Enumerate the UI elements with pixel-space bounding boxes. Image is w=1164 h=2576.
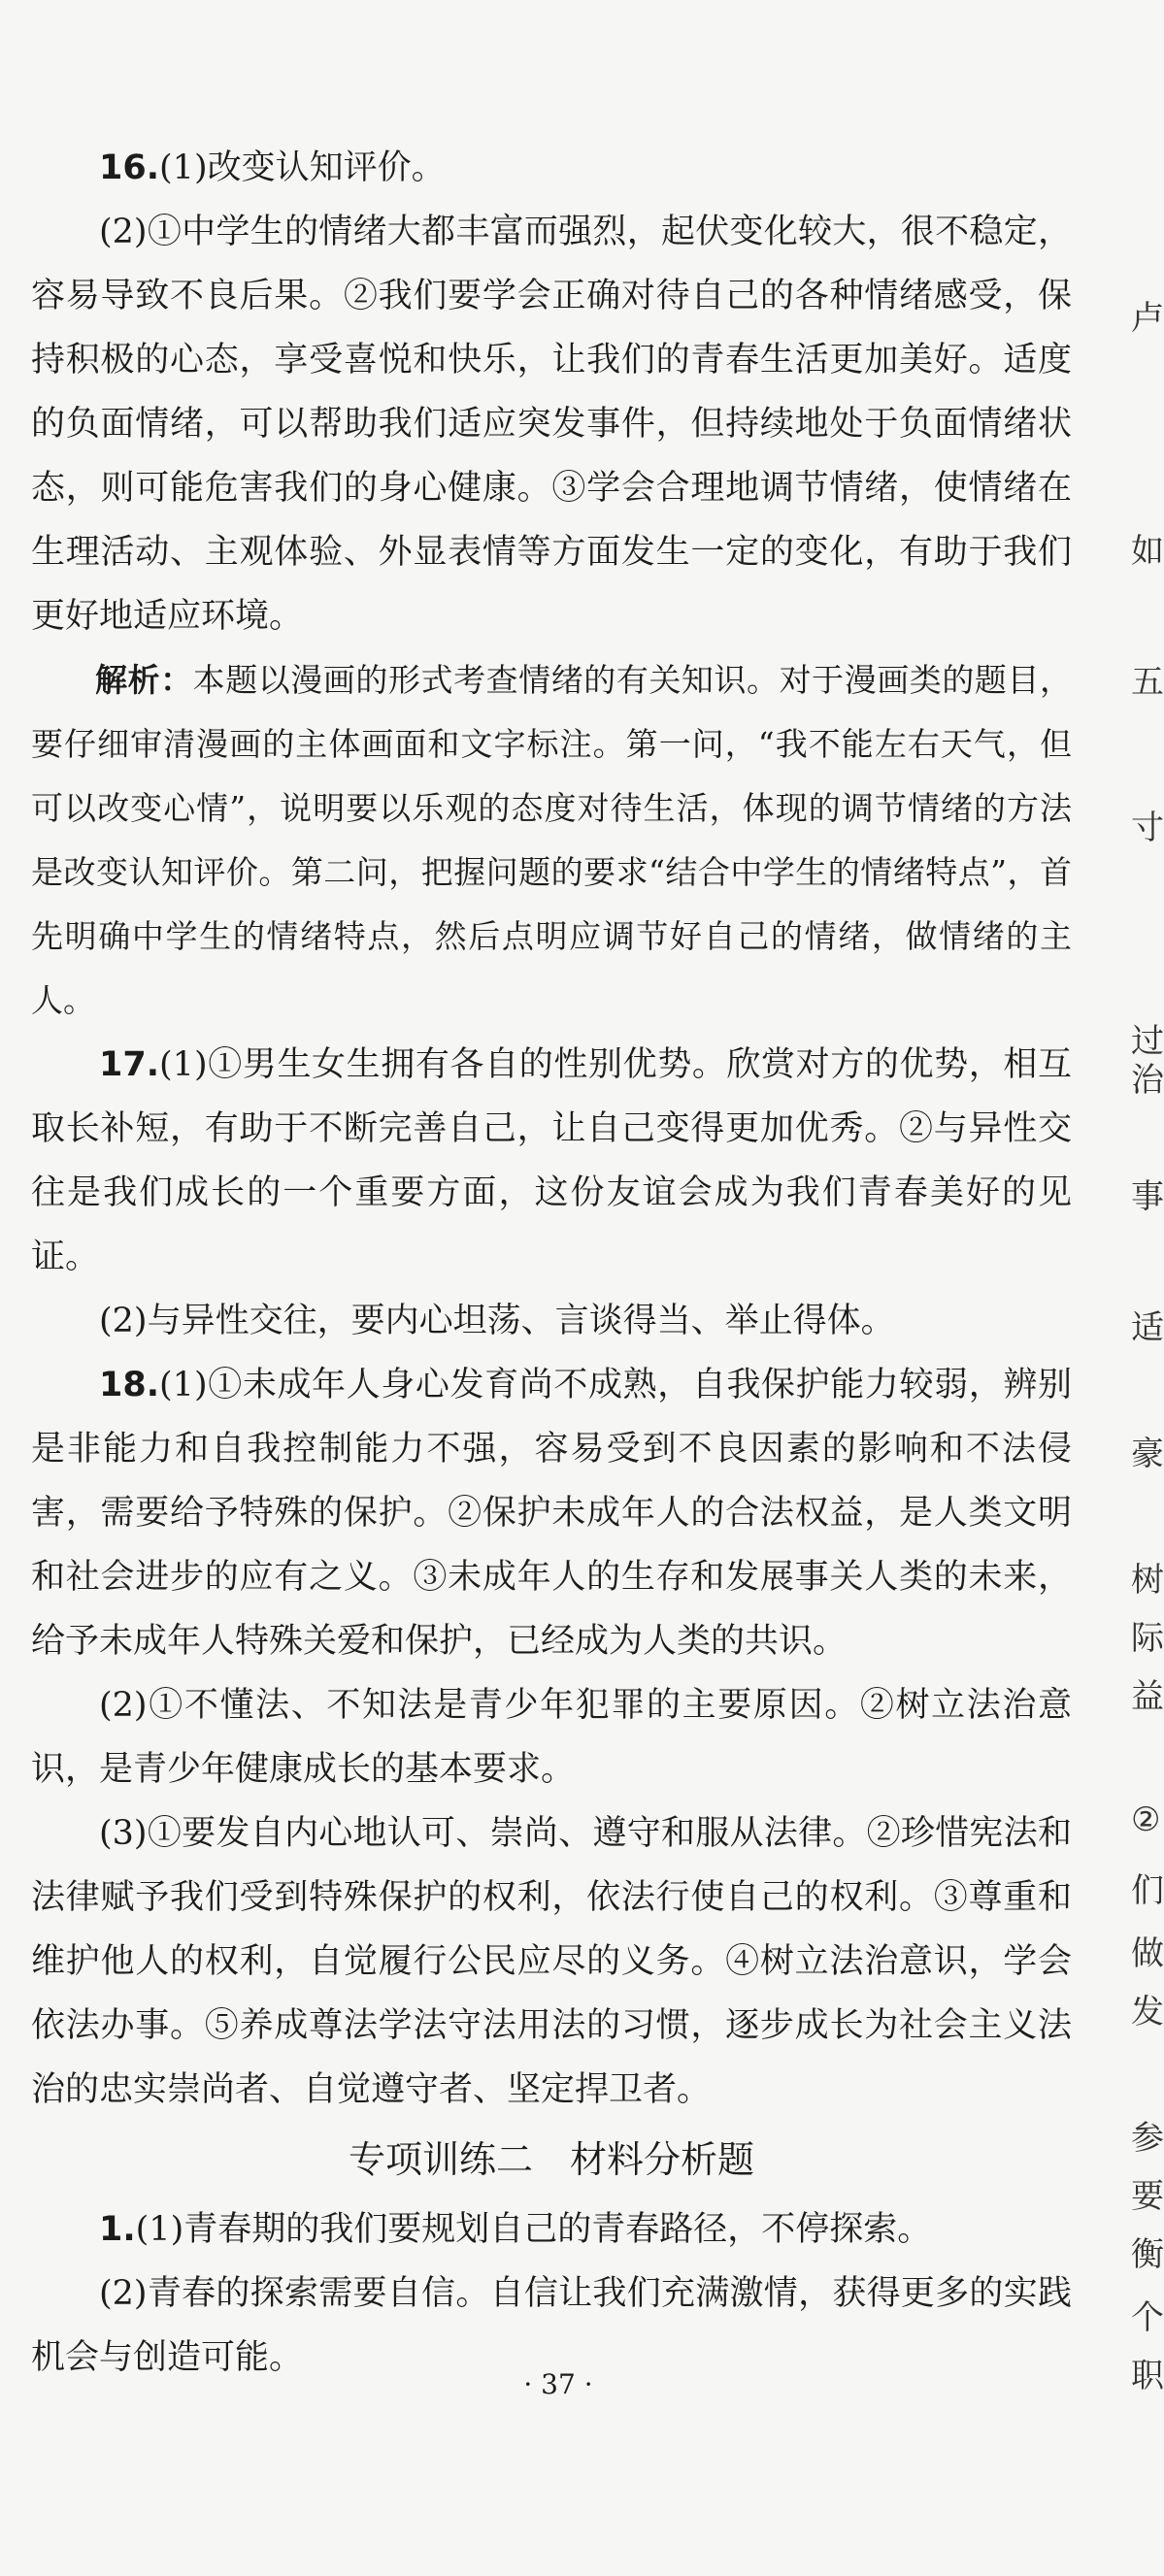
- q16-part1-text: (1)改变认知评价。: [159, 149, 446, 187]
- edge-glyph: 要: [1131, 2177, 1164, 2216]
- q18-number: 18.: [99, 1366, 160, 1404]
- edge-glyph: 衡: [1131, 2235, 1164, 2274]
- edge-glyph: 豪: [1131, 1435, 1164, 1473]
- edge-glyph: 寸: [1131, 809, 1164, 847]
- q16-number: 16.: [99, 149, 160, 187]
- q17-part1: [31, 1033, 1072, 1289]
- q18-part1: [31, 1353, 1072, 1673]
- edge-glyph: 治: [1131, 1061, 1164, 1100]
- edge-glyph: 过: [1131, 1022, 1164, 1061]
- q17-part1-text: (1)①男生女生拥有各自的性别优势。欣赏对方的优势，相互取长补短，有助于不断完善自己，让自己变得更加优秀。②与异性交往是我们成长的一个重要方面，这份友谊会成为我们青春美好的见证。: [31, 1045, 1072, 1276]
- edge-glyph: 发: [1131, 1993, 1164, 2031]
- s1-part2: (2)青春的探索需要自信。自信让我们充满激情，获得更多的实践机会与创造可能。: [31, 2274, 1072, 2377]
- q17-number: 17.: [99, 1045, 160, 1084]
- edge-glyph: 树: [1131, 1561, 1164, 1600]
- edge-glyph: 卢: [1131, 299, 1164, 338]
- edge-glyph: 五: [1131, 663, 1164, 702]
- edge-glyph: 事: [1131, 1177, 1164, 1216]
- page-number: · 37 ·: [523, 2368, 593, 2400]
- q18-part3: (3)①要发自内心地认可、崇尚、遵守和服从法律。②珍惜宪法和法律赋予我们受到特殊保护的权利，依法行使自己的权利。③尊重和维护他人的权利，自觉履行公民应尽的义务。④树立法治意识，学会依法办事。⑤养成尊法学法守法用法的习惯，逐步成长为社会主义法治的忠实崇尚者、自觉遵守者、坚定捍卫者。: [31, 1814, 1072, 2109]
- edge-glyph: 际: [1131, 1619, 1164, 1658]
- edge-glyph: ②: [1131, 1800, 1161, 1839]
- edge-glyph: 们: [1131, 1871, 1164, 1910]
- analysis-label: 解析：: [95, 661, 193, 699]
- s1-part1: [31, 2197, 1072, 2262]
- section-title: 专项训练二 材料分析题: [348, 2138, 754, 2181]
- q16-analysis: [31, 648, 1072, 1033]
- edge-glyph: 职: [1131, 2357, 1164, 2395]
- answer-page: [31, 136, 1072, 2390]
- q16-part2: (2)①中学生的情绪大都丰富而强烈，起伏变化较大，很不稳定，容易导致不良后果。②我们要学会正确对待自己的各种情绪感受，保持积极的心态，享受喜悦和快乐，让我们的青春生活更加美好。适度的负面情绪，可以帮助我们适应突发事件，但持续地处于负面情绪状态，则可能危害我们的身心健康。③学会合理地调节情绪，使情绪在生理活动、主观体验、外显表情等方面发生一定的变化，有助于我们更好地适应环境。: [31, 213, 1072, 636]
- q17-part2: (2)与异性交往，要内心坦荡、言谈得当、举止得体。: [99, 1302, 895, 1340]
- s1-part1-text: (1)青春期的我们要规划自己的青春路径，不停探索。: [135, 2210, 932, 2249]
- q16-part1: [31, 136, 1072, 200]
- analysis-text: 本题以漫画的形式考查情绪的有关知识。对于漫画类的题目，要仔细审清漫画的主体画面和文字标注。第一问，“我不能左右天气，但可以改变心情”，说明要以乐观的态度对待生活，体现的调节情绪的方法是改变认知评价。第二问，把握问题的要求“结合中学生的情绪特点”，首先明确中学生的情绪特点，然后点明应调节好自己的情绪，做情绪的主人。: [31, 661, 1073, 1019]
- adjacent-page-edge: [1125, 0, 1164, 2576]
- q18-part2: (2)①不懂法、不知法是青少年犯罪的主要原因。②树立法治意识，是青少年健康成长的基本要求。: [31, 1686, 1072, 1789]
- edge-glyph: 如: [1131, 532, 1164, 571]
- q18-part1-text: (1)①未成年人身心发育尚不成熟，自我保护能力较弱，辨别是非能力和自我控制能力不强，容易受到不良因素的影响和不法侵害，需要给予特殊的保护。②保护未成年人的合法权益，是人类文明和社会进步的应有之义。③未成年人的生存和发展事关人类的未来，给予未成年人特殊关爱和保护，已经成为人类的共识。: [31, 1366, 1072, 1661]
- edge-glyph: 个: [1131, 2298, 1164, 2337]
- edge-glyph: 参: [1131, 2119, 1164, 2158]
- edge-glyph: 做: [1131, 1934, 1164, 1973]
- edge-glyph: 益: [1131, 1677, 1164, 1716]
- edge-glyph: 适: [1131, 1308, 1164, 1347]
- s1-number: 1.: [99, 2210, 136, 2249]
